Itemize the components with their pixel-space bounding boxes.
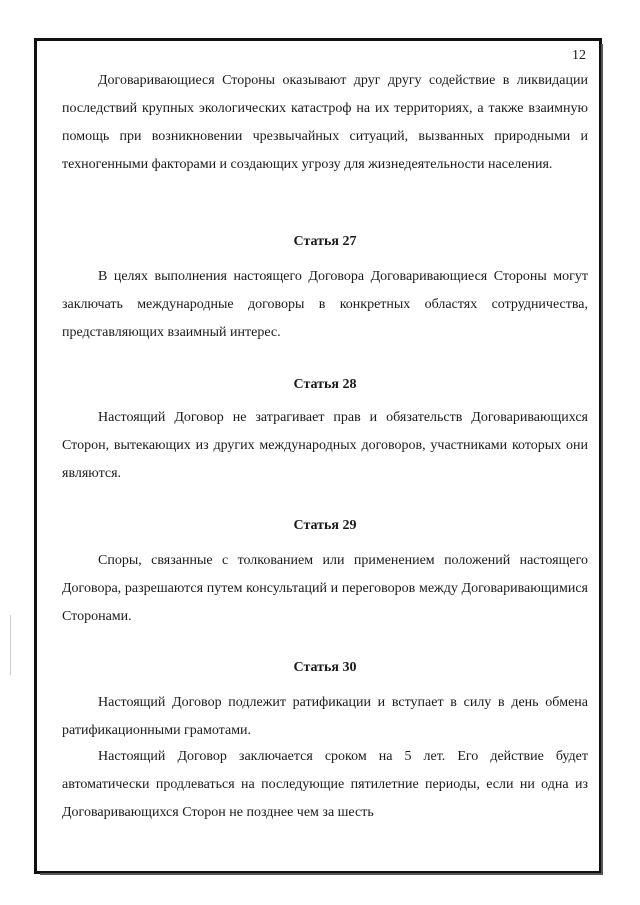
article-27-heading: Статья 27 (293, 234, 357, 249)
page-border-shadow-bottom (40, 873, 603, 875)
paragraph-mutual-assistance: Договаривающиеся Стороны оказывают друг другу содействие в ликвидации последствий крупных экологических катастроф на их территориях, а также взаимную помощь при возникновении чрезвычайных ситуаций, вызванных природными и техногенными факторами и создающих угрозу для жизнедеятельности населения. (62, 73, 588, 172)
page-border-shadow-right (601, 44, 603, 874)
article-28-text: Настоящий Договор не затрагивает прав и обязательств Договаривающихся Сторон, вытекающих из других международных договоров, участниками которых они являются. (62, 410, 588, 481)
article-27-text: В целях выполнения настоящего Договора Договаривающиеся Стороны могут заключать международные договоры в конкретных областях сотрудничества, представляющих взаимный интерес. (62, 269, 588, 340)
article-30-text-ratification: Настоящий Договор подлежит ратификации и вступает в силу в день обмена ратификационными грамотами. (62, 695, 588, 738)
article-28-heading: Статья 28 (293, 377, 357, 392)
scan-margin-mark (10, 615, 11, 675)
article-29-heading: Статья 29 (293, 518, 357, 533)
article-30-heading: Статья 30 (293, 660, 357, 675)
article-30-text-term: Настоящий Договор заключается сроком на 5 лет. Его действие будет автоматически продлеваться на последующие пятилетние периоды, если ни одна из Договаривающихся Сторон не позднее чем за шесть (62, 749, 588, 820)
article-29-text: Споры, связанные с толкованием или применением положений настоящего Договора, разрешаются путем консультаций и переговоров между Договаривающимися Сторонами. (62, 553, 588, 624)
page-number: 12 (572, 48, 586, 63)
